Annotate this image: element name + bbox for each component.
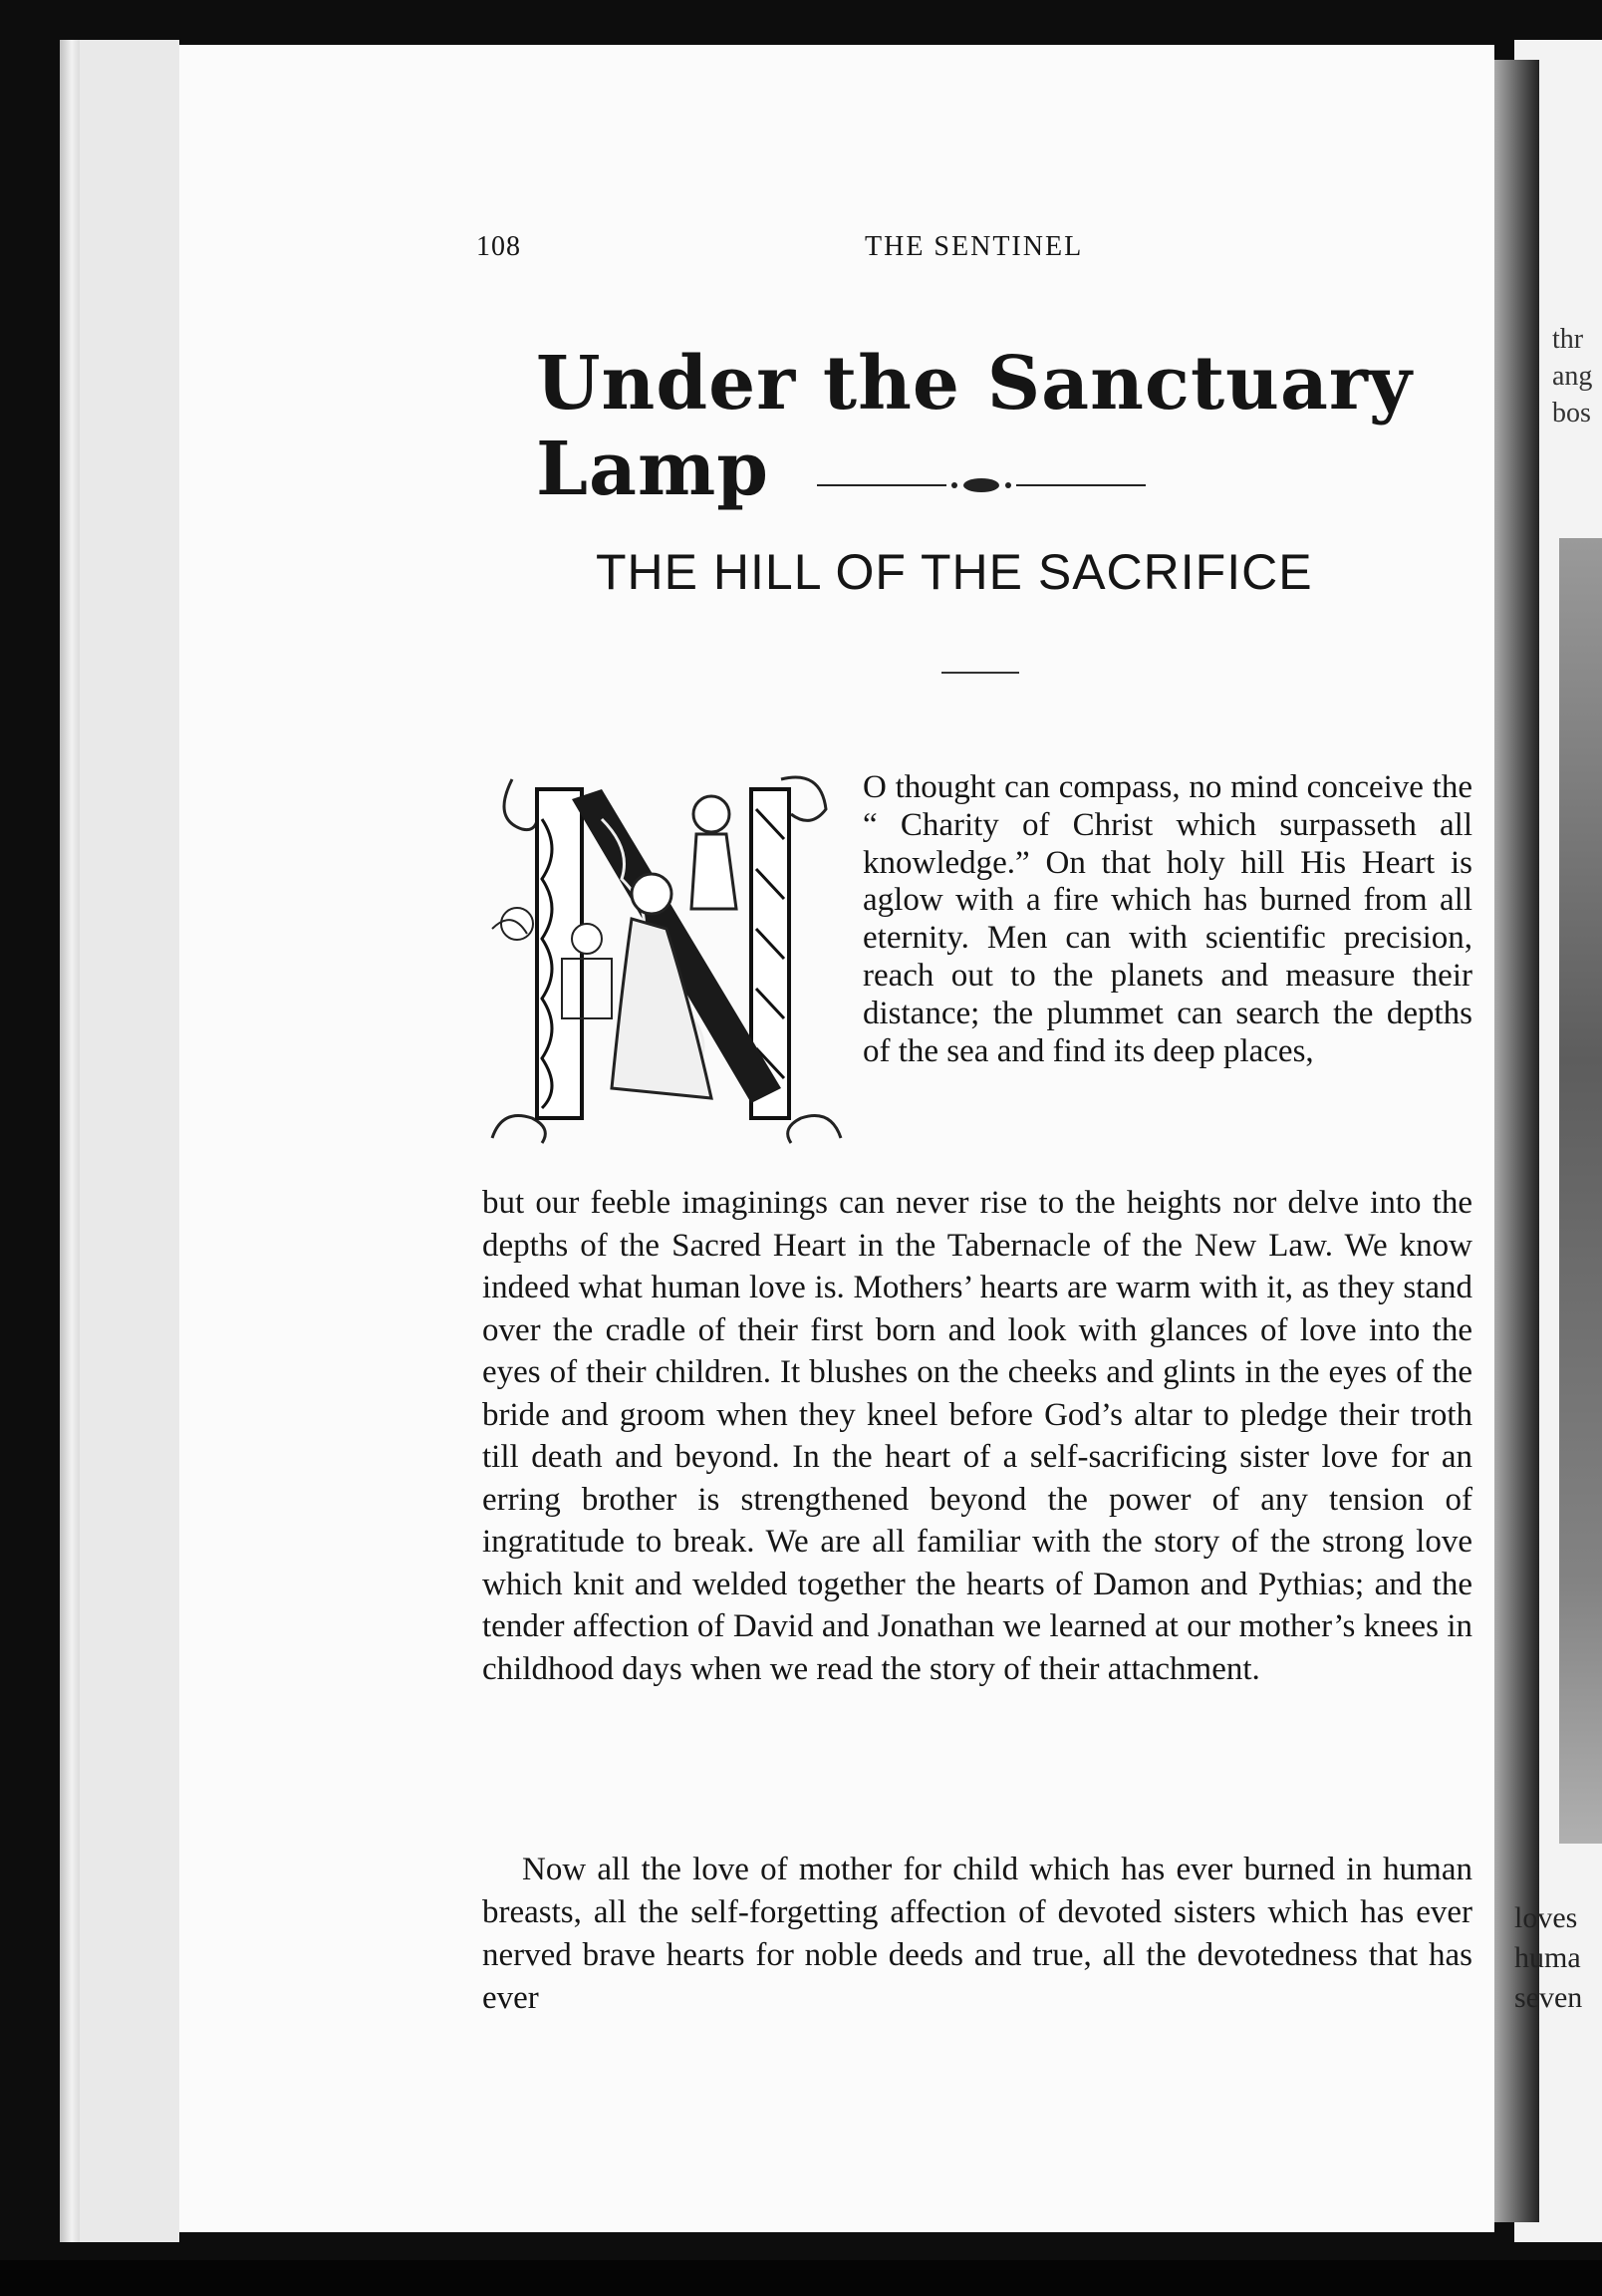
department-title: Under the Sanctuary Lamp [536,341,1413,512]
facing-line: loves [1514,1901,1578,1934]
scan-bottom-border [0,2260,1602,2296]
paragraph-2: Now all the love of mother for child which has ever burned in human breasts, all the self-forgetting affection of devoted sisters which has ever nerved brave hearts for noble deeds and true, all the devotedness that has ever [482,1852,1472,2016]
title-rule [941,672,1019,674]
paragraph-1-opening: O thought can compass, no mind conceive the “ Charity of Christ which surpasseth all knowledge.” On that holy hill His Heart is aglow with a fire which has burned from all eternity. Men can with scientific precision, reach out to the planets and measure their distance; the plummet can search the depths of the sea and find its deep places, [863,769,1472,1069]
facing-page-photo [1559,538,1602,1844]
facing-page-bottom-text [1514,1898,1602,2018]
paragraph-1-continued: but our feeble imaginings can never rise to the heights nor delve into the depths of the Sacred Heart in the Tabernacle of the New Law. We know indeed what human love is. Mothers’ hearts are warm with it, as they stand over the cradle of their first born and look with glances of love into the eyes of their children. It blushes on the cheeks and glints in the eyes of the bride and groom when they kneel before God’s altar to pledge their troth till death and beyond. In the heart of a self-sacrificing sister love for an erring brother is strengthened beyond the power of any tension of ingratitude to break. We are all familiar with the story of the strong love which knit and welded together the hearts of Damon and Pythias; and the tender affection of David and Jonathan we learned at our mother’s knees in childhood days when we read the story of their attachment. [482,1185,1472,1687]
facing-line: huma [1514,1941,1581,1974]
facing-line: ang [1552,361,1593,392]
page-number: 108 [476,231,521,262]
facing-line: thr [1552,324,1584,355]
page-stack-shadow [60,40,80,2242]
facing-line: seven [1514,1981,1583,2014]
article-title: THE HILL OF THE SACRIFICE [596,544,1313,600]
facing-line: bos [1552,398,1591,429]
running-head: THE SENTINEL [865,231,1084,262]
illuminated-initial [482,759,851,1148]
ornament-divider [817,473,1146,497]
